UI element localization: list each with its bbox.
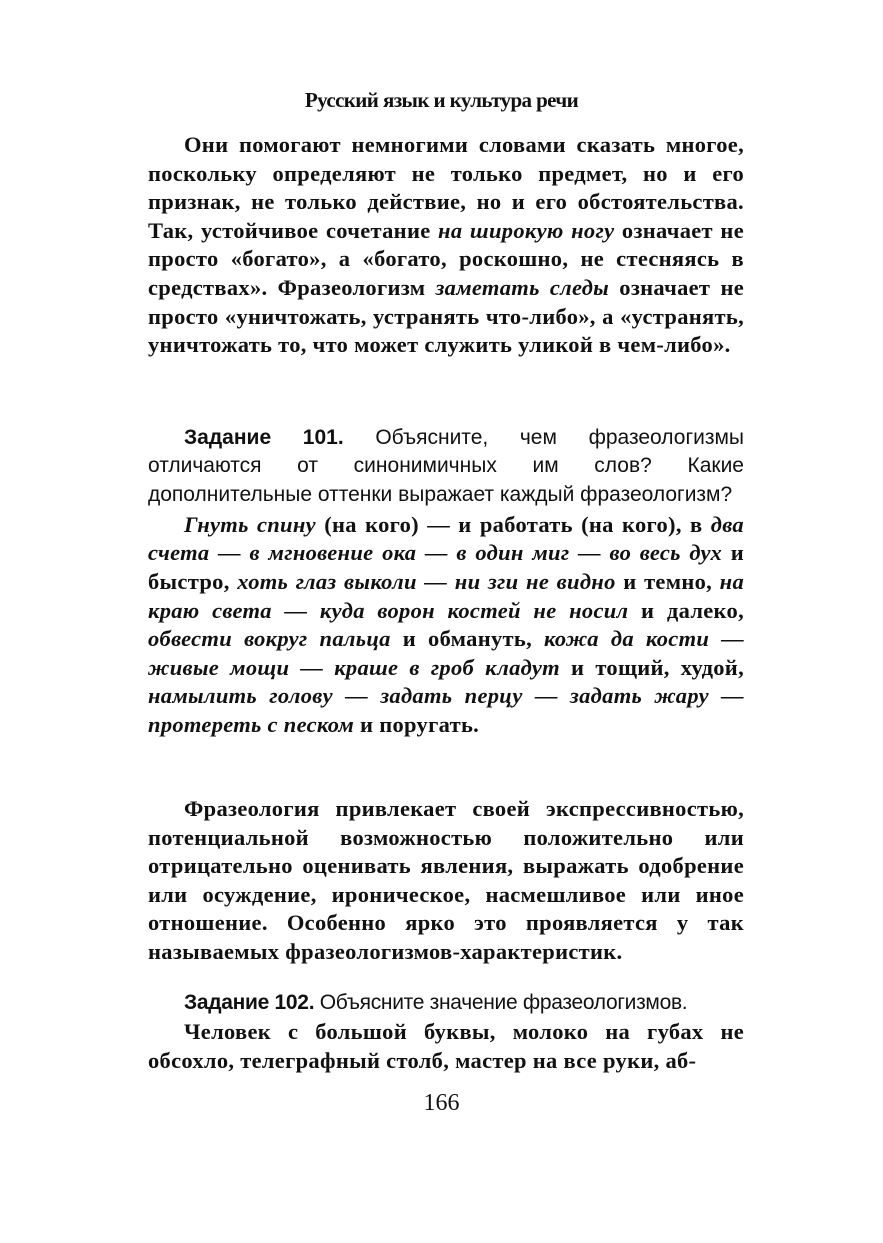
paragraph-intro: [148, 131, 744, 360]
task-102: [148, 989, 744, 1075]
idiom-example: на широкую ногу: [438, 217, 615, 243]
paragraph-expressiveness: [148, 795, 744, 967]
running-header: Русский язык и культура речи: [304, 88, 579, 112]
task-101: [148, 424, 744, 740]
paragraph-intro-text: Они помогают немногими словами сказать многое, поскольку определяют не только предмет, но и его признак, не только действие, но и его обстоятельства. Так, устойчивое сочетание на широкую ногу означает не просто «богато», а «богато, роскошно, не стесняясь в средствах». Фразеологизм заметать следы означает не просто «уничтожать, устранять что-либо», а «устранять, уничтожать то, что может служить уликой в чем-либо».: [148, 132, 745, 358]
idiom-example: заметать следы: [435, 274, 610, 300]
task-102-instruction: Задание 102. Объясните значение фразеологизмов.: [184, 991, 688, 1014]
task-101-label: Задание 101.: [184, 426, 344, 449]
paragraph-expressiveness-text: Фразеология привлекает своей экспрессивностью, потенциальной возможностью положительно или отрицательно оценивать явления, выражать одобрение или осуждение, ироническое, насмешливое или иное отношение. Особенно ярко это проявляется у так называемых фразеологизмов-характеристик.: [148, 796, 744, 964]
page-number: 166: [423, 1090, 460, 1116]
task-101-instruction: Задание 101. Объясните, чем фразеологизмы отличаются от синонимичных им слов? Какие дополнительные оттенки выражает каждый фразеологизм?: [148, 426, 744, 506]
task-101-exercise: Гнуть спину (на кого) — и работать (на кого), в два счета — в мгновение ока — в один миг — во весь дух и быстро, хоть глаз выколи — ни зги не видно и темно, на краю света — куда ворон костей не носил и далеко, обвести вокруг пальца и обмануть, кожа да кости — живые мощи — краше в гроб кладут и тощий, худой, намылить голову — задать перцу — задать жару — протереть с песком и поругать.: [148, 511, 745, 738]
task-102-label: Задание 102.: [184, 991, 315, 1014]
task-102-exercise: Человек с большой буквы, молоко на губах не обсохло, телеграфный столб, мастер на все руки, аб-: [148, 1019, 744, 1073]
